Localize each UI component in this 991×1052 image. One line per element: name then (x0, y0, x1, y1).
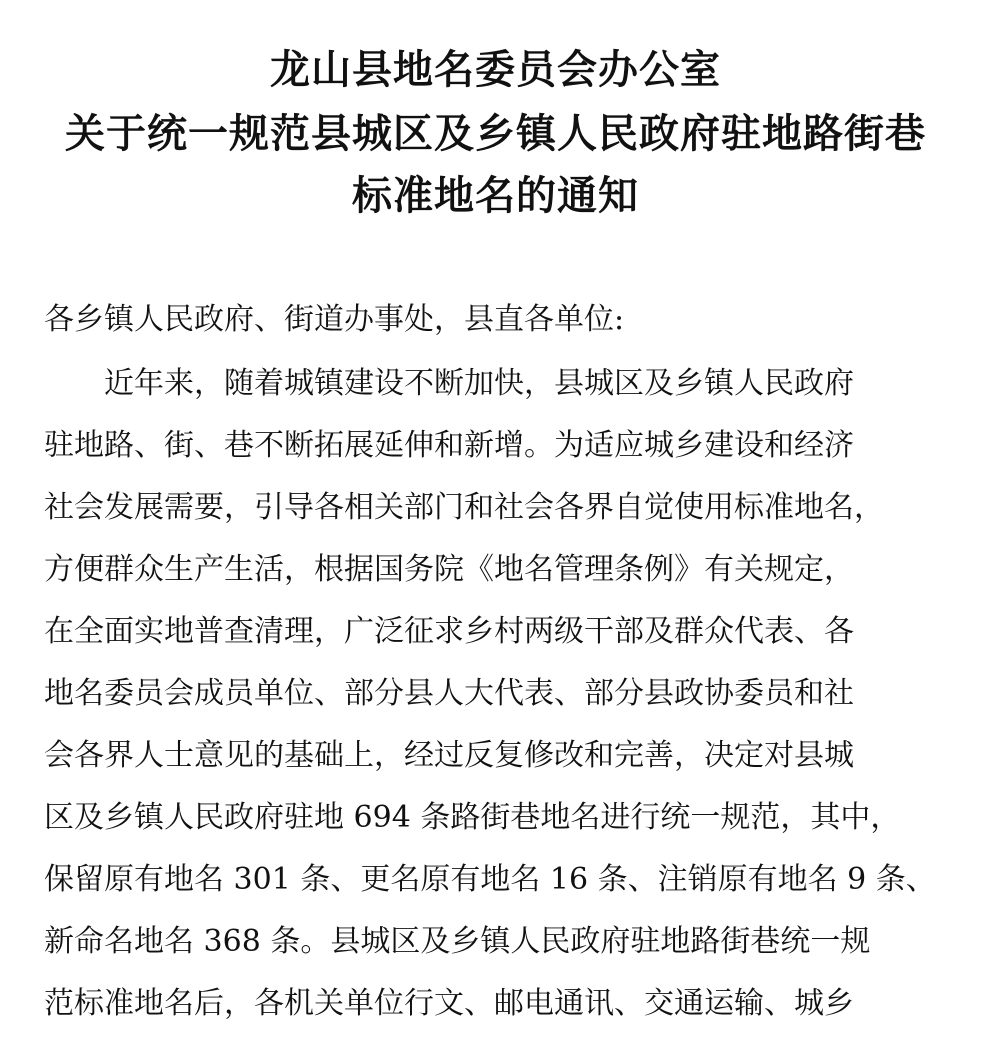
body-line: 范标准地名后，各机关单位行文、邮电通讯、交通运输、城乡 (44, 986, 854, 1021)
title-line-3: 标准地名的通知 (352, 172, 639, 219)
body-line: 区及乡镇人民政府驻地 694 条路街巷地名进行统一规范，其中， (44, 800, 901, 835)
body-line: 方便群众生产生活，根据国务院《地名管理条例》有关规定， (44, 552, 854, 587)
title-line-2: 关于统一规范县城区及乡镇人民政府驻地路街巷 (65, 110, 926, 157)
body-line: 会各界人士意见的基础上，经过反复修改和完善，决定对县城 (44, 738, 854, 773)
body-line: 驻地路、街、巷不断拓展延伸和新增。为适应城乡建设和经济 (44, 428, 854, 463)
body-line: 保留原有地名 301 条、更名原有地名 16 条、注销原有地名 9 条、 (44, 862, 936, 897)
title-line-1: 龙山县地名委员会办公室 (270, 46, 721, 93)
body-line: 新命名地名 368 条。县城区及乡镇人民政府驻地路街巷统一规 (44, 924, 871, 959)
body-line: 社会发展需要，引导各相关部门和社会各界自觉使用标准地名， (44, 490, 884, 525)
body-line: 近年来，随着城镇建设不断加快，县城区及乡镇人民政府 (104, 366, 854, 401)
body-line: 地名委员会成员单位、部分县人大代表、部分县政协委员和社 (44, 676, 854, 711)
salutation: 各乡镇人民政府、街道办事处，县直各单位: (44, 302, 625, 337)
body-line: 在全面实地普查清理，广泛征求乡村两级干部及群众代表、各 (44, 614, 854, 649)
